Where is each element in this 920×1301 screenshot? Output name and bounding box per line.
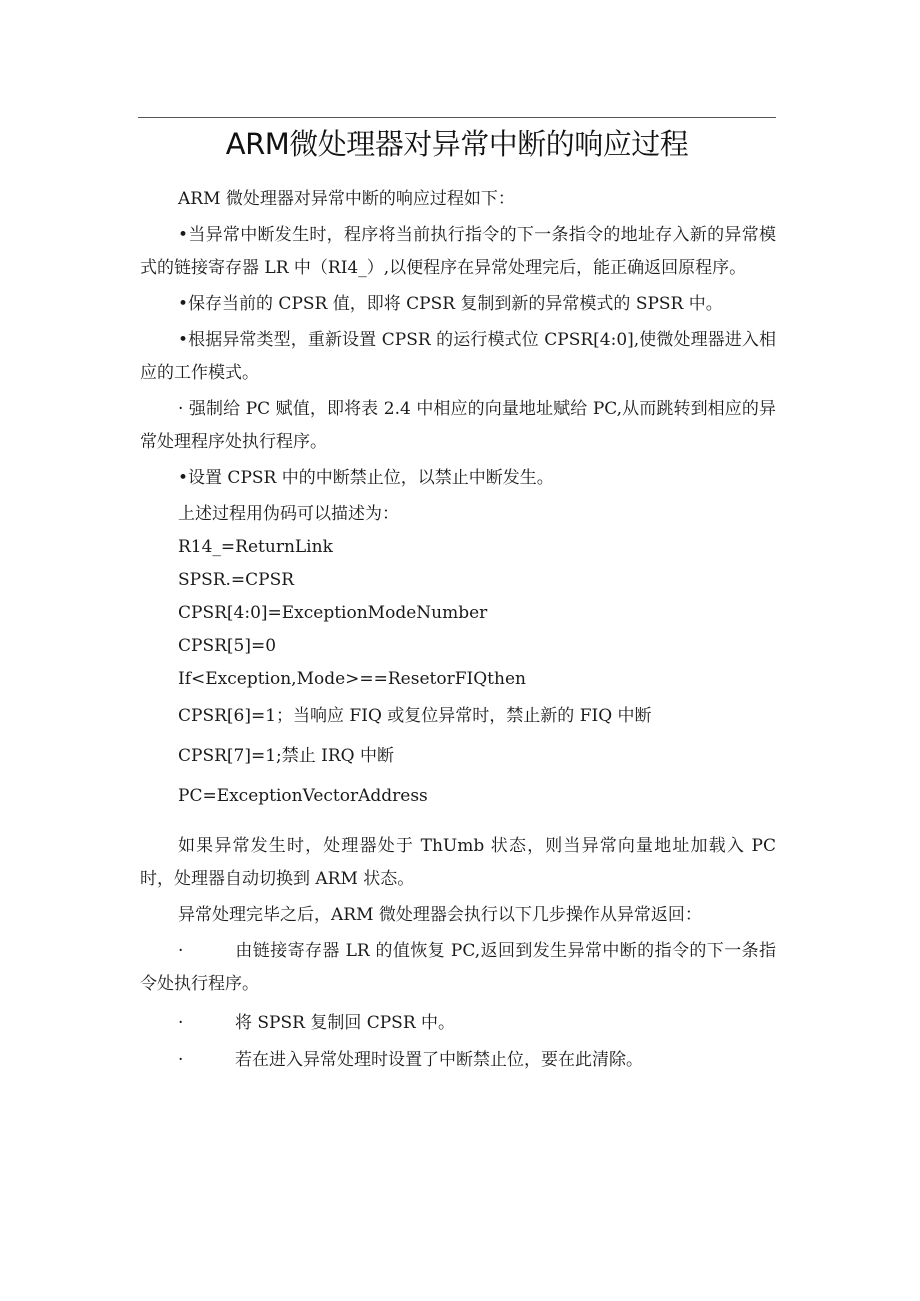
pseudo-code-line: CPSR[5]=0 — [178, 636, 277, 656]
pseudo-code-line: If<Exception,Mode>==ResetorFIQthen — [178, 669, 526, 689]
pseudo-code-line: SPSR.=CPSR — [178, 570, 295, 590]
pseudo-code-line: PC=ExceptionVectorAddress — [178, 786, 428, 806]
header-rule — [138, 117, 776, 118]
return-step-paragraph — [140, 1007, 776, 1040]
bullet-icon: · — [178, 941, 184, 961]
pseudo-intro: 上述过程用伪码可以描述为： — [178, 504, 399, 524]
intro-paragraph: ARM 微处理器对异常中断的响应过程如下： — [178, 189, 515, 209]
return-step-text: 若在进入异常处理时设置了中断禁止位，要在此清除。 — [235, 1050, 643, 1070]
step-paragraph: · 强制给 PC 赋值，即将表 2.4 中相应的向量地址赋给 PC,从而跳转到相应的异常处理程序处执行程序。 — [140, 399, 776, 452]
document-body — [140, 183, 776, 1077]
pseudo-code-line: R14_=ReturnLink — [178, 537, 333, 557]
return-step-paragraph — [140, 1044, 776, 1077]
bullet-icon: · — [178, 1050, 184, 1070]
document-title: ARM微处理器对异常中断的响应过程 — [225, 127, 689, 161]
thumb-note-paragraph: 如果异常发生时，处理器处于 ThUmb 状态，则当异常向量地址加载入 PC 时，处理器自动切换到 ARM 状态。 — [140, 836, 776, 889]
return-step-text: 由链接寄存器 LR 的值恢复 PC,返回到发生异常中断的指令的下一条指令处执行程序。 — [140, 941, 776, 994]
pseudo-code-line: CPSR[7]=1;禁止 IRQ 中断 — [178, 746, 395, 766]
return-intro-paragraph: 异常处理完毕之后，ARM 微处理器会执行以下几步操作从异常返回： — [178, 905, 702, 925]
pseudo-code-line: CPSR[4:0]=ExceptionModeNumber — [178, 603, 488, 623]
step-paragraph: •根据异常类型，重新设置 CPSR 的运行模式位 CPSR[4:0],使微处理器进入相应的工作模式。 — [140, 330, 776, 383]
step-paragraph: •保存当前的 CPSR 值，即将 CPSR 复制到新的异常模式的 SPSR 中。 — [178, 294, 723, 314]
return-step-paragraph — [140, 935, 776, 1001]
step-paragraph: •当异常中断发生时，程序将当前执行指令的下一条指令的地址存入新的异常模式的链接寄存器 LR 中（RI4_）,以便程序在异常处理完后，能正确返回原程序。 — [140, 225, 776, 278]
pseudo-code-line: CPSR[6]=1；当响应 FIQ 或复位异常时，禁止新的 FIQ 中断 — [178, 706, 652, 726]
bullet-icon: · — [178, 1013, 184, 1033]
return-step-text: 将 SPSR 复制回 CPSR 中。 — [235, 1013, 456, 1033]
step-paragraph: •设置 CPSR 中的中断禁止位，以禁止中断发生。 — [178, 468, 554, 488]
